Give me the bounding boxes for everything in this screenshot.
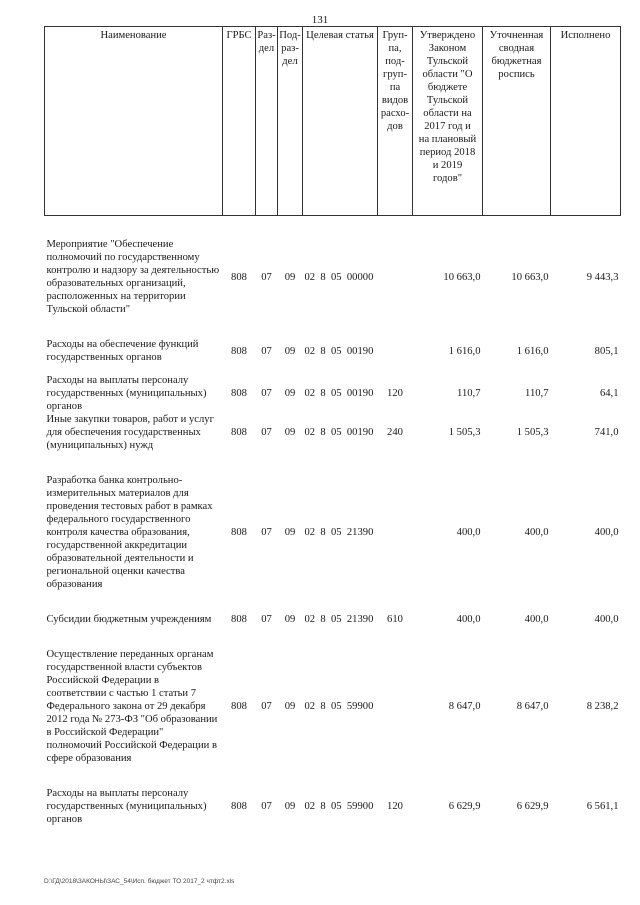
file-path-footer: D:\ГД\2018\ЗАКОНЫ\ЗАС_54\Исп. бюджет ТО 2017_2 чтфт2.xls [44,878,235,885]
table-row [45,413,621,452]
row-celevaya-statya: 02 8 05 00190 [304,427,374,438]
row-razdel: 07 [261,271,272,283]
table-row [45,613,621,626]
row-name: Иные закупки товаров, работ и услуг для обеспечения государственных (муниципальных) нужд [46,414,214,451]
table-row [45,338,621,364]
row-razdel: 07 [261,427,272,438]
row-ispolneno: 400,0 [594,614,619,625]
row-utochnennaya: 8 647,0 [516,701,549,712]
row-utverzhdeno: 400,0 [456,527,481,538]
row-vid-rashodov: 120 [387,801,403,812]
row-ispolneno: 8 238,2 [586,701,619,712]
row-grbs: 808 [231,388,247,399]
row-ispolneno: 64,1 [599,388,619,399]
page-number: 131 [311,14,329,26]
row-grbs: 808 [231,701,247,712]
header-utochnennaya: Уточненная сводная бюджетная роспись [483,27,551,216]
row-ispolneno: 9 443,3 [586,271,619,283]
row-name: Расходы на выплаты персоналу государственных (муниципальных) органов [46,788,207,825]
row-vid-rashodov [378,474,413,591]
row-vid-rashodov [378,648,413,765]
budget-table [44,26,621,826]
header-ispolneno: Исполнено [551,27,621,216]
table-row [45,787,621,826]
row-razdel: 07 [261,701,272,712]
row-podrazdel: 09 [284,701,296,712]
row-utochnennaya: 400,0 [524,614,549,625]
row-grbs: 808 [231,427,247,438]
row-vid-rashodov: 610 [387,614,403,625]
row-celevaya-statya: 02 8 05 21390 [304,527,374,538]
row-utochnennaya: 1 616,0 [516,345,549,357]
row-utverzhdeno: 10 663,0 [443,271,481,283]
row-utverzhdeno: 110,7 [457,388,481,399]
row-name: Разработка банка контрольно-измерительных материалов для проведения тестовых работ в рамках федерального государственного контроля качества образования, государственной аккредитации образовательной деятельности и региональной оценки качества образования [46,475,213,590]
row-razdel: 07 [261,801,272,812]
header-podrazdel: Под- раз- дел [278,27,303,216]
row-razdel: 07 [261,345,272,357]
table-row [45,238,621,316]
row-podrazdel: 09 [284,801,296,812]
row-celevaya-statya: 02 8 05 00190 [304,388,374,399]
row-celevaya-statya: 02 8 05 00000 [304,271,374,283]
row-utverzhdeno: 8 647,0 [448,701,481,712]
header-grbs: ГРБС [223,27,256,216]
row-grbs: 808 [231,614,247,625]
row-celevaya-statya: 02 8 05 59900 [304,801,374,812]
row-podrazdel: 09 [284,271,296,283]
table-row [45,374,621,413]
header-vid-rashodov: Груп- па, под- груп- па видов расхо- дов [378,27,413,216]
row-name: Субсидии бюджетным учреждениям [46,614,212,625]
table-row [45,648,621,765]
row-utverzhdeno: 1 505,3 [448,427,481,438]
header-celevaya-statya: Целевая статья [303,27,378,216]
row-utochnennaya: 400,0 [524,527,549,538]
row-ispolneno: 400,0 [594,527,619,538]
row-celevaya-statya: 02 8 05 59900 [304,701,374,712]
row-name: Мероприятие "Обеспечение полномочий по государственному контролю и надзору за деятельностью образовательных организаций, расположенных на территории Тульской области" [46,239,220,315]
header-utverzhdeno: Утверждено Законом Тульской области "О бюджете Тульской области на 2017 год и на плановый период 2018 и 2019 годов" [413,27,483,216]
row-utverzhdeno: 1 616,0 [448,345,481,357]
row-grbs: 808 [231,271,247,283]
row-razdel: 07 [261,527,272,538]
row-grbs: 808 [231,345,247,357]
row-podrazdel: 09 [284,427,296,438]
row-vid-rashodov [378,338,413,364]
header-name: Наименование [45,27,223,216]
row-utochnennaya: 6 629,9 [516,801,549,812]
row-razdel: 07 [261,388,272,399]
row-utochnennaya: 1 505,3 [516,427,549,438]
row-vid-rashodov: 240 [387,427,403,438]
table-header-row [45,27,621,216]
row-utochnennaya: 110,7 [525,388,549,399]
table-row [45,474,621,591]
row-utochnennaya: 10 663,0 [511,271,549,283]
row-ispolneno: 805,1 [594,345,619,357]
row-name: Осуществление переданных органам государственной власти субъектов Российской Федерации в соответствии с частью 1 статьи 7 Федерального закона от 29 декабря 2012 года № 273-ФЗ "Об образовании в Российской Федерации" полномочий Российской Федерации в сфере образования [46,649,218,764]
row-utverzhdeno: 6 629,9 [448,801,481,812]
row-grbs: 808 [231,527,247,538]
row-podrazdel: 09 [284,345,296,357]
row-ispolneno: 741,0 [594,427,619,438]
row-podrazdel: 09 [284,614,296,625]
row-podrazdel: 09 [284,527,296,538]
header-razdel: Раз- дел [256,27,278,216]
row-celevaya-statya: 02 8 05 00190 [304,345,374,357]
row-name: Расходы на выплаты персоналу государственных (муниципальных) органов [46,375,207,412]
row-celevaya-statya: 02 8 05 21390 [304,614,374,625]
row-vid-rashodov: 120 [387,388,403,399]
row-podrazdel: 09 [284,388,296,399]
row-razdel: 07 [261,614,272,625]
row-grbs: 808 [231,801,247,812]
row-vid-rashodov [378,238,413,316]
row-utverzhdeno: 400,0 [456,614,481,625]
row-ispolneno: 6 561,1 [586,801,619,812]
row-name: Расходы на обеспечение функций государственных органов [46,339,199,363]
